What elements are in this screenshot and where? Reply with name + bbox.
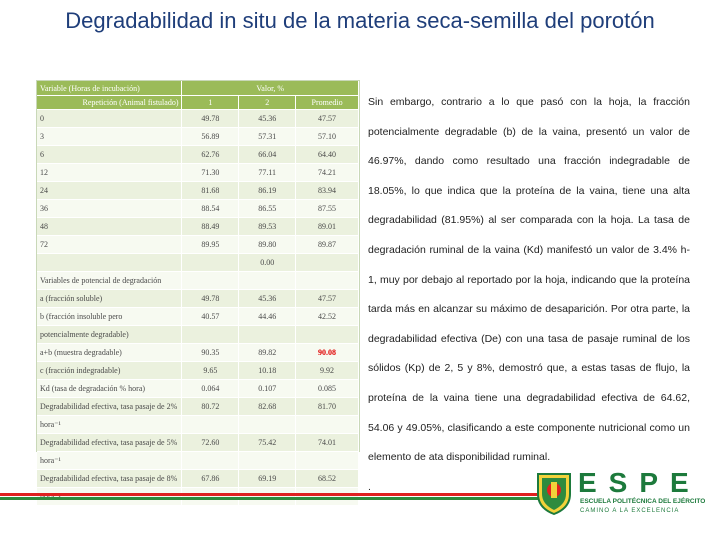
table-row [37,452,359,470]
table-cell-value [296,272,359,290]
table-cell-value: 57.31 [239,128,296,146]
table-cell-label: Degradabilidad efectiva, tasa pasaje de 8% [37,470,182,488]
table-cell-value: 0.064 [182,380,239,398]
table-cell-value: 74.21 [296,164,359,182]
table-row [37,182,359,200]
table-cell-label: 0 [37,110,182,128]
table-cell-value: 89.01 [296,218,359,236]
table-cell-value: 47.57 [296,290,359,308]
table-cell-value [182,326,239,344]
table-cell-value: 71.30 [182,164,239,182]
table-cell-value: 83.94 [296,182,359,200]
trailing-dot: . [368,480,371,493]
table-cell-value: 87.55 [296,200,359,218]
table-cell-value: 47.57 [296,110,359,128]
table-cell-value: 69.19 [239,470,296,488]
table-cell-label: hora⁻¹ [37,452,182,470]
table-cell-label: 3 [37,128,182,146]
table-cell-value: 81.70 [296,398,359,416]
table-cell-value: 74.01 [296,434,359,452]
table-cell-label: b (fracción insoluble pero [37,308,182,326]
table-cell-value: 64.40 [296,146,359,164]
table-cell-label: Degradabilidad efectiva, tasa pasaje de 5% [37,434,182,452]
espe-wordmark: ESPE [578,467,701,498]
table-header-value: Valor, % [182,81,359,96]
table-cell-value: 9.92 [296,362,359,380]
table-cell-label: 72 [37,236,182,254]
table-cell-value: 89.82 [239,344,296,362]
table-header-variable: Variable (Horas de incubación) [37,81,182,96]
table-row [37,110,359,128]
table-cell-label: 6 [37,146,182,164]
table-cell-label: a+b (muestra degradable) [37,344,182,362]
table-cell-value: 89.80 [239,236,296,254]
table-cell-value [296,452,359,470]
table-row [37,380,359,398]
table-cell-value: 42.52 [296,308,359,326]
table-cell-value: 45.36 [239,110,296,128]
table-cell-value [296,254,359,272]
table-cell-value: 66.04 [239,146,296,164]
table-subheader-2: 2 [239,96,296,110]
table-cell-label: hora⁻¹ [37,416,182,434]
table-cell-value [182,272,239,290]
table-cell-value [182,254,239,272]
table-cell-value: 90.35 [182,344,239,362]
table-cell-label: Variables de potencial de degradación [37,272,182,290]
table-cell-value: 57.10 [296,128,359,146]
table-cell-value: 9.65 [182,362,239,380]
table-cell-label: 36 [37,200,182,218]
table-cell-value: 62.76 [182,146,239,164]
table-row [37,128,359,146]
table-cell-value [239,416,296,434]
table-cell-value [182,416,239,434]
table-row [37,272,359,290]
table-cell-value: 86.55 [239,200,296,218]
table-cell-value [239,452,296,470]
table-cell-value: 44.46 [239,308,296,326]
table-subheader-1: 1 [182,96,239,110]
table-cell-value: 45.36 [239,290,296,308]
table-cell-value: 72.60 [182,434,239,452]
table-cell-value: 68.52 [296,470,359,488]
table-cell-value: 80.72 [182,398,239,416]
table-row [37,290,359,308]
espe-logo [530,468,708,518]
table-row [37,362,359,380]
table-cell-label: a (fracción soluble) [37,290,182,308]
body-text: Sin embargo, contrario a lo que pasó con la hoja, la fracción potencialmente degradable (b) de la vaina, presentó un valor de 46.97%, dando como resultado una fracción indegradable de 18.05%, lo que indica que la proteína de la vaina, tiene una alta degradabilidad (81.95%) al ser comparada con la hoja. La tasa de degradación ruminal de la vaina (Kd) manifestó un valor de 3.4% h-1, muy por debajo al reportado por la hoja, indicando que la proteína tarda más en alcanzar su máximo de desaparición. Por otra parte, la degradabilidad efectiva (De) con una tasa de pasaje ruminal de los sólidos (Kp) de 2, 5 y 8%, demostró que, a estas tasas de flujo, la proteína de la vaina tiene una degradabilidad efectiva de 64.62, 54.06 y 49.05%, clasificando a este componente nutricional como un elemento de ata disponibilidad ruminal. [368,96,690,464]
table-row [37,398,359,416]
table-subheader-average: Promedio [296,96,359,110]
table-cell-label: potencialmente degradable) [37,326,182,344]
table-cell-label: 48 [37,218,182,236]
table-cell-label: 12 [37,164,182,182]
table-row [37,146,359,164]
table-row [37,416,359,434]
espe-shield-icon [534,470,574,516]
table-cell-value [239,272,296,290]
table-cell-value: 89.95 [182,236,239,254]
table-cell-value: 77.11 [239,164,296,182]
table-cell-value: 49.78 [182,110,239,128]
footer-green-stripe [0,497,540,500]
table-cell-value: 0.00 [239,254,296,272]
body-paragraph [368,88,690,502]
table-cell-value: 88.49 [182,218,239,236]
table-cell-label: c (fracción indegradable) [37,362,182,380]
table-cell-value: 40.57 [182,308,239,326]
table-cell-value: 0.107 [239,380,296,398]
table-cell-value [296,416,359,434]
table-cell-value: 67.86 [182,470,239,488]
table-cell-value: 0.085 [296,380,359,398]
table-row [37,434,359,452]
table-cell-value: 89.53 [239,218,296,236]
table-cell-value: 88.54 [182,200,239,218]
table-row [37,344,359,362]
table-cell-value: 10.18 [239,362,296,380]
footer-red-stripe [0,493,540,496]
table-subheader-repetition: Repetición (Animal fistulado) [37,96,182,110]
slide-title: Degradabilidad in situ de la materia seca-semilla del porotón [65,8,655,33]
table-cell-label: Kd (tasa de degradación % hora) [37,380,182,398]
table-cell-value: 86.19 [239,182,296,200]
table-row [37,164,359,182]
table-cell-label: Degradabilidad efectiva, tasa pasaje de 2% [37,398,182,416]
table-row [37,218,359,236]
table-cell-value: 56.89 [182,128,239,146]
table-row [37,236,359,254]
table-cell-value: 75.42 [239,434,296,452]
table-subheader-row [37,96,359,110]
table-row [37,308,359,326]
espe-school-name: ESCUELA POLITÉCNICA DEL EJÉRCITO [580,498,706,505]
table-cell-value [182,452,239,470]
espe-motto: CAMINO A LA EXCELENCIA [580,508,680,514]
table-cell-value: 81.68 [182,182,239,200]
table-cell-value: 89.87 [296,236,359,254]
table-cell-value [239,326,296,344]
table-row [37,254,359,272]
table-cell-label: 24 [37,182,182,200]
table-cell-value: 90.08 [296,344,359,362]
table-header-row [37,81,359,96]
table-cell-value [296,326,359,344]
table-row [37,326,359,344]
table-cell-label [37,254,182,272]
table-row [37,470,359,488]
table-row [37,200,359,218]
table-cell-value: 49.78 [182,290,239,308]
degradability-table [36,80,360,483]
table-cell-value: 82.68 [239,398,296,416]
